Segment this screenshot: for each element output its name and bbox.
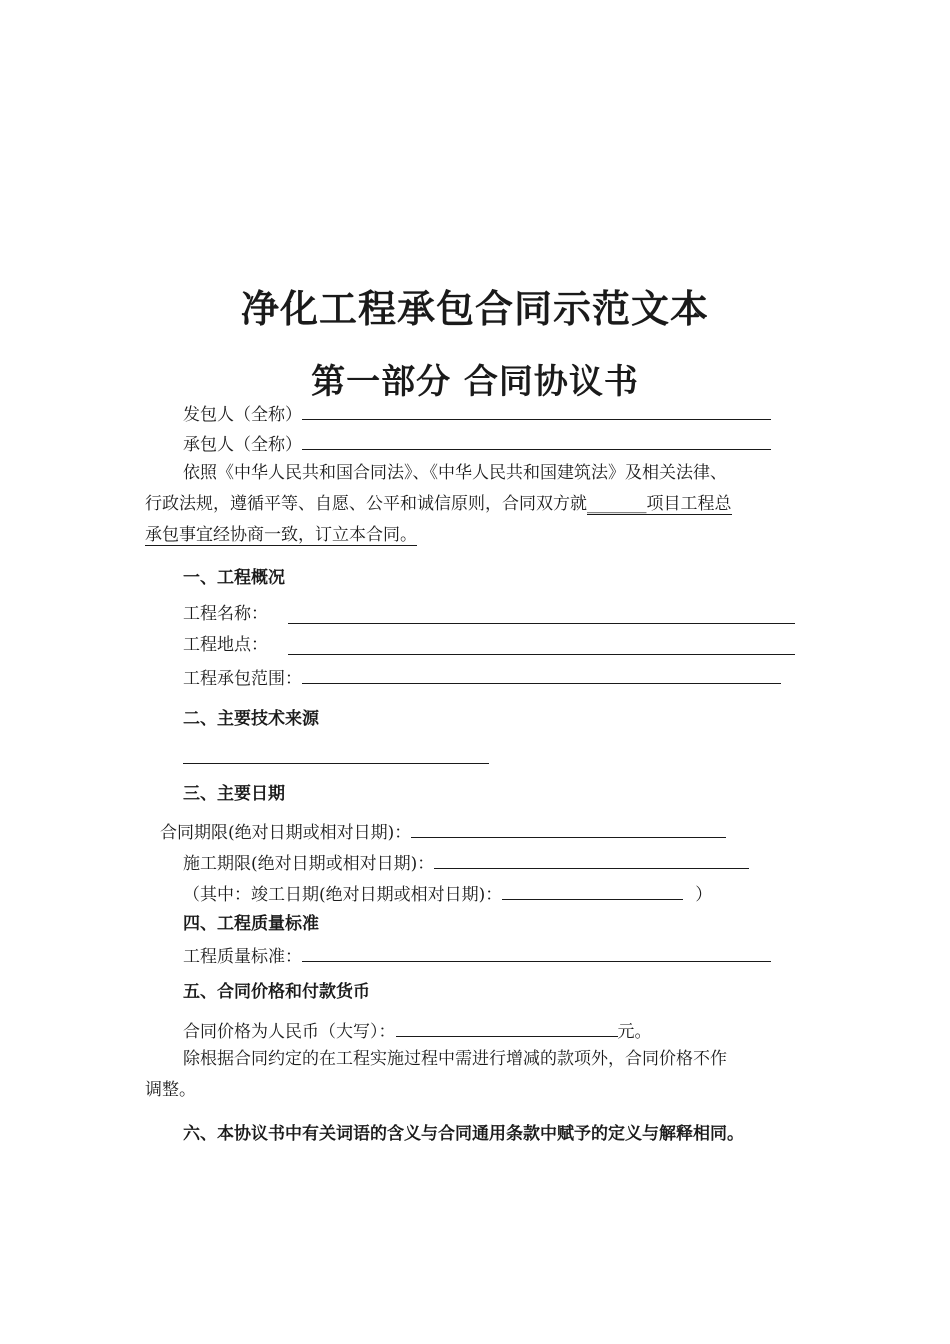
contractor-label: 承包人（全称） <box>183 435 302 455</box>
completion-close: ） <box>695 885 713 905</box>
contract-period-label: 合同期限(绝对日期或相对日期)： <box>160 823 412 843</box>
project-location-row <box>183 634 268 656</box>
preamble-line-3-text: 承包事宜经协商一致，订立本合同。 <box>145 525 417 545</box>
section-4-heading: 四、工程质量标准 <box>183 914 319 934</box>
part-title: 第一部分 合同协议书 <box>311 362 639 402</box>
section-2-heading: 二、主要技术来源 <box>183 709 319 729</box>
completion-date-field[interactable] <box>502 881 683 900</box>
scope-row <box>183 665 781 690</box>
project-location-field[interactable] <box>288 636 795 655</box>
contract-period-field[interactable] <box>411 819 726 838</box>
completion-label: （其中：竣工日期(绝对日期或相对日期)： <box>183 885 503 905</box>
scope-field[interactable] <box>302 665 781 684</box>
section-3-heading: 三、主要日期 <box>183 784 285 804</box>
quality-row <box>183 943 771 968</box>
project-name-field[interactable] <box>288 605 795 624</box>
adjustment-line-1: 除根据合同约定的在工程实施过程中需进行增减的款项外，合同价格不作 <box>183 1049 727 1069</box>
construction-period-label: 施工期限(绝对日期或相对日期)： <box>183 854 435 874</box>
section-5-heading: 五、合同价格和付款货币 <box>183 982 370 1002</box>
price-unit: 元。 <box>617 1022 652 1042</box>
preamble-line-3 <box>145 524 417 546</box>
employer-field[interactable] <box>302 401 771 420</box>
adjustment-line-2: 调整。 <box>145 1080 196 1100</box>
technology-source-field[interactable] <box>183 745 489 764</box>
employer-row <box>183 401 771 426</box>
preamble-line-2-text: 行政法规，遵循平等、自愿、公平和诚信原则，合同双方就 <box>145 494 587 514</box>
contractor-row <box>183 431 771 456</box>
project-name-label: 工程名称： <box>183 604 268 624</box>
preamble-line-1: 依照《中华人民共和国合同法》、《中华人民共和国建筑法》及相关法律、 <box>183 463 727 483</box>
scope-label: 工程承包范围： <box>183 669 302 689</box>
project-name-inline[interactable]: _______项目工程总 <box>587 494 732 514</box>
price-row <box>183 1018 652 1043</box>
section-1-heading: 一、工程概况 <box>183 568 285 588</box>
quality-label: 工程质量标准： <box>183 947 302 967</box>
completion-row <box>183 881 712 906</box>
price-field[interactable] <box>396 1018 618 1037</box>
project-location-label: 工程地点： <box>183 635 268 655</box>
document-title: 净化工程承包合同示范文本 <box>240 287 709 331</box>
contract-period-row <box>160 819 726 844</box>
employer-label: 发包人（全称） <box>183 405 302 425</box>
construction-period-field[interactable] <box>434 850 749 869</box>
preamble-line-2 <box>145 493 732 515</box>
contractor-field[interactable] <box>302 431 771 450</box>
price-label: 合同价格为人民币（大写）： <box>183 1022 396 1042</box>
construction-period-row <box>183 850 749 875</box>
section-6-heading: 六、本协议书中有关词语的含义与合同通用条款中赋予的定义与解释相同。 <box>183 1124 744 1144</box>
project-name-row <box>183 603 268 625</box>
quality-field[interactable] <box>302 943 771 962</box>
